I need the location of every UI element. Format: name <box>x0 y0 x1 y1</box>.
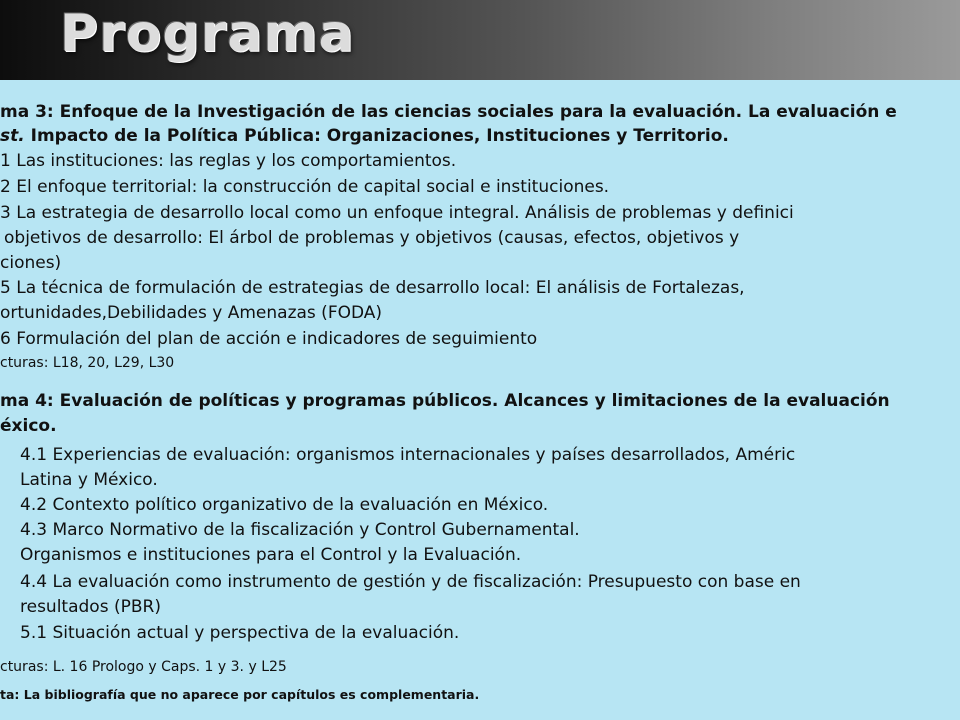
page-title: Programa <box>60 4 355 64</box>
tema4-item: 4.4 La evaluación como instrumento de gestión y de fiscalización: Presupuesto con base en <box>20 572 801 592</box>
tema3-item: 2 El enfoque territorial: la construcción de capital social e instituciones. <box>0 177 610 197</box>
tema4-lecturas: cturas: L. 16 Prologo y Caps. 1 y 3. y L25 <box>0 659 287 675</box>
tema3-item: objetivos de desarrollo: El árbol de problemas y objetivos (causas, efectos, objetivos y <box>4 228 740 248</box>
tema4-item: Organismos e instituciones para el Control y la Evaluación. <box>20 545 522 565</box>
tema3-item: ciones) <box>0 253 62 273</box>
tema3-lecturas: cturas: L18, 20, L29, L30 <box>0 355 175 371</box>
tema3-heading-rest: Impacto de la Política Pública: Organizaciones, Instituciones y Territorio. <box>24 126 729 146</box>
tema4-item: Latina y México. <box>20 470 158 490</box>
tema4-heading-line2: éxico. <box>0 416 57 436</box>
tema4-item: resultados (PBR) <box>20 597 161 617</box>
tema3-heading-italic: st. <box>0 126 25 146</box>
tema4-item: 4.2 Contexto político organizativo de la evaluación en México. <box>20 495 549 515</box>
tema3-item: 5 La técnica de formulación de estrategias de desarrollo local: El análisis de Fortalezas, <box>0 278 745 298</box>
tema3-heading-line1: ma 3: Enfoque de la Investigación de las ciencias sociales para la evaluación. La evaluación e <box>0 102 897 122</box>
tema3-item: ortunidades,Debilidades y Amenazas (FODA) <box>0 303 383 323</box>
tema4-item: 4.1 Experiencias de evaluación: organismos internacionales y países desarrollados, Améric <box>20 445 796 465</box>
tema4-heading-line1: ma 4: Evaluación de políticas y programas públicos. Alcances y limitaciones de la evaluación <box>0 391 890 411</box>
tema3-item: 3 La estrategia de desarrollo local como un enfoque integral. Análisis de problemas y definici <box>0 203 794 223</box>
tema4-item: 4.3 Marco Normativo de la fiscalización y Control Gubernamental. <box>20 520 580 540</box>
tema3-item: 6 Formulación del plan de acción e indicadores de seguimiento <box>0 329 538 349</box>
title-bar <box>0 0 960 80</box>
tema4-item: 5.1 Situación actual y perspectiva de la evaluación. <box>20 623 460 643</box>
content-area <box>0 80 960 720</box>
tema3-item: 1 Las instituciones: las reglas y los comportamientos. <box>0 151 457 171</box>
tema3-heading-line2 <box>0 124 729 148</box>
bibliography-note: ta: La bibliografía que no aparece por capítulos es complementaria. <box>0 687 480 702</box>
